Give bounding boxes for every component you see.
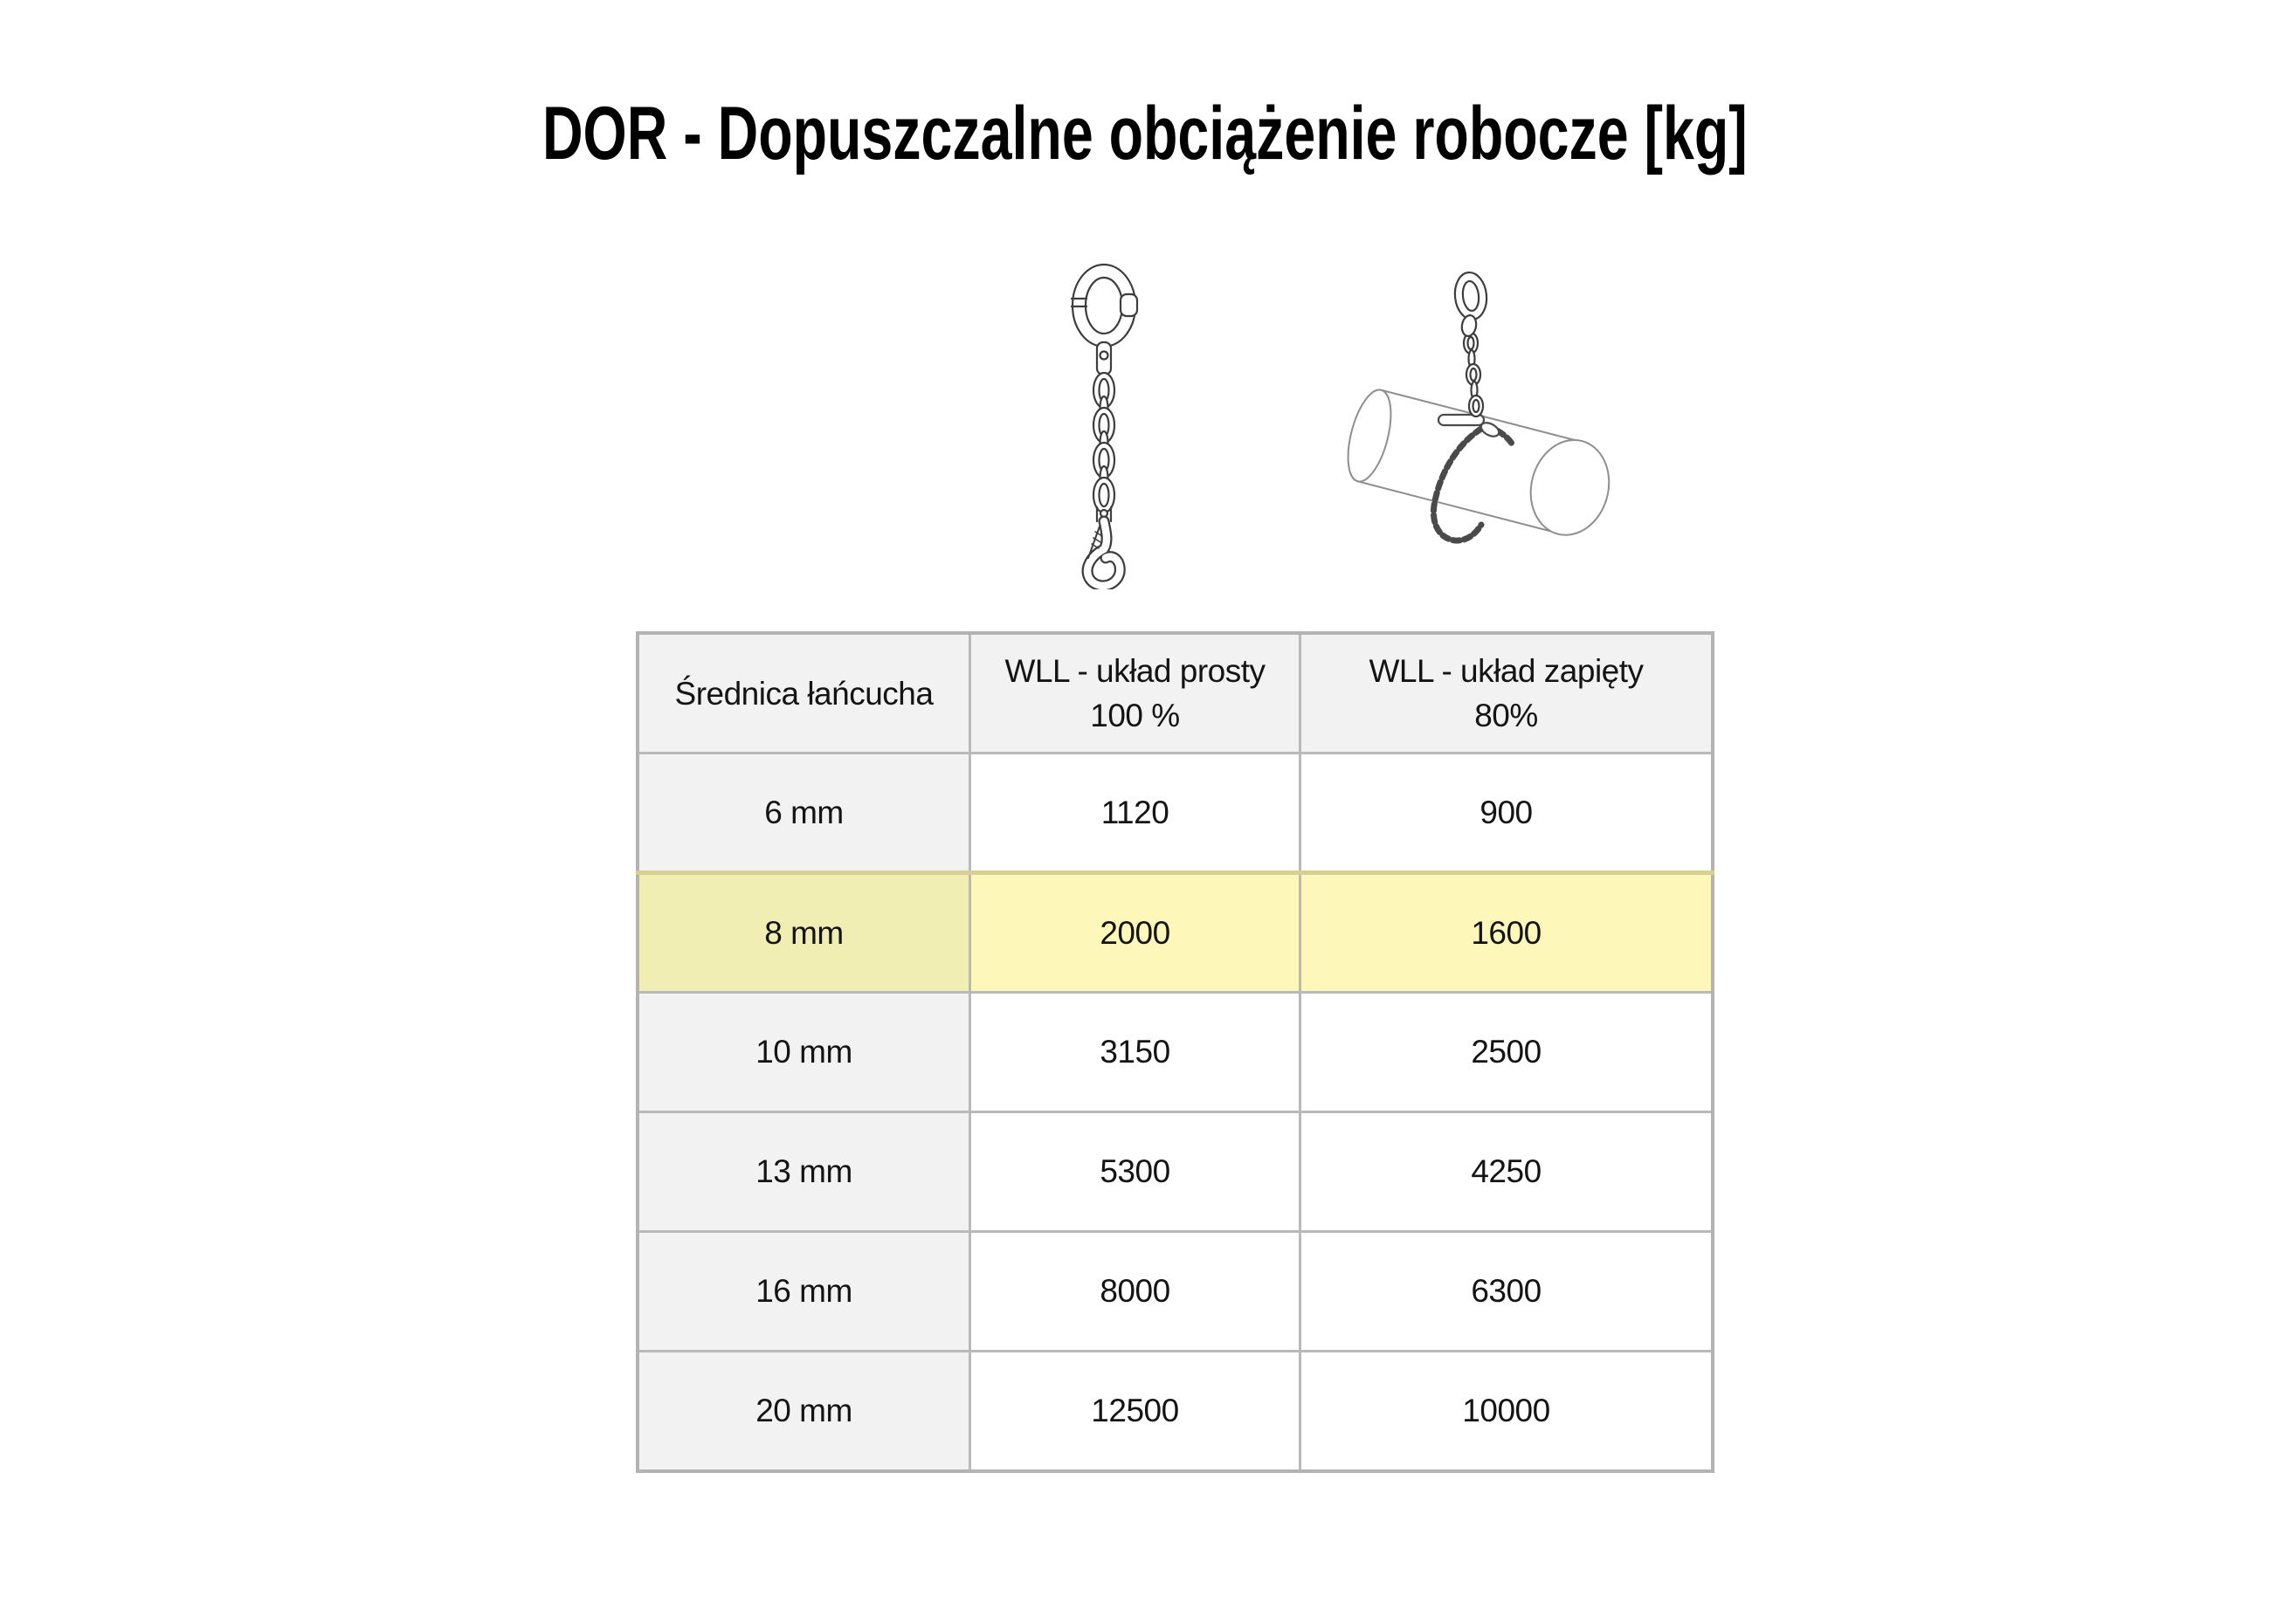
header-line: 80% bbox=[1474, 698, 1538, 733]
single-leg-sling-illustration bbox=[1052, 258, 1156, 589]
master-link-icon bbox=[1072, 265, 1137, 347]
master-link-icon bbox=[1452, 271, 1488, 337]
cell-diameter: 16 mm bbox=[638, 1232, 970, 1352]
header-line: WLL - układ zapięty bbox=[1369, 653, 1644, 689]
header-line: Średnica łańcucha bbox=[674, 675, 934, 712]
table-row-13mm bbox=[638, 1112, 1713, 1232]
col-header-chain-diameter bbox=[638, 633, 970, 754]
chain-icon bbox=[1093, 373, 1114, 513]
cell-wll-straight: 8000 bbox=[970, 1232, 1300, 1352]
wll-table bbox=[636, 631, 1714, 1473]
cell-diameter: 8 mm bbox=[638, 873, 970, 993]
table-header-row bbox=[638, 633, 1713, 754]
page-title: DOR - Dopuszczalne obciążenie robocze [kg] bbox=[542, 92, 1748, 175]
cell-wll-straight: 12500 bbox=[970, 1352, 1300, 1471]
cell-wll-choked: 1600 bbox=[1300, 873, 1714, 993]
connector-link-icon bbox=[1097, 342, 1111, 375]
cell-diameter: 13 mm bbox=[638, 1112, 970, 1232]
cell-wll-choked: 10000 bbox=[1300, 1352, 1714, 1471]
cell-wll-choked: 2500 bbox=[1300, 993, 1714, 1112]
cell-wll-straight: 3150 bbox=[970, 993, 1300, 1112]
cell-diameter: 20 mm bbox=[638, 1352, 970, 1471]
cell-wll-straight: 2000 bbox=[970, 873, 1300, 993]
cell-diameter: 10 mm bbox=[638, 993, 970, 1112]
cell-wll-choked: 4250 bbox=[1300, 1112, 1714, 1232]
col-header-wll-straight bbox=[970, 633, 1300, 754]
chain-icon bbox=[1464, 333, 1483, 416]
cell-wll-choked: 6300 bbox=[1300, 1232, 1714, 1352]
table-row-6mm bbox=[638, 754, 1713, 873]
table-row-8mm-highlighted bbox=[638, 873, 1713, 993]
table-row-16mm bbox=[638, 1232, 1713, 1352]
header-line: 100 % bbox=[1090, 698, 1180, 733]
sling-hook-icon bbox=[1087, 507, 1120, 586]
cell-wll-straight: 1120 bbox=[970, 754, 1300, 873]
header-line: WLL - układ prosty bbox=[1004, 653, 1266, 689]
choked-sling-illustration bbox=[1310, 258, 1747, 589]
cell-wll-straight: 5300 bbox=[970, 1112, 1300, 1232]
table-row-20mm bbox=[638, 1352, 1713, 1471]
title-container bbox=[0, 92, 2290, 175]
cell-diameter: 6 mm bbox=[638, 754, 970, 873]
col-header-wll-choked bbox=[1300, 633, 1714, 754]
cell-wll-choked: 900 bbox=[1300, 754, 1714, 873]
table-row-10mm bbox=[638, 993, 1713, 1112]
